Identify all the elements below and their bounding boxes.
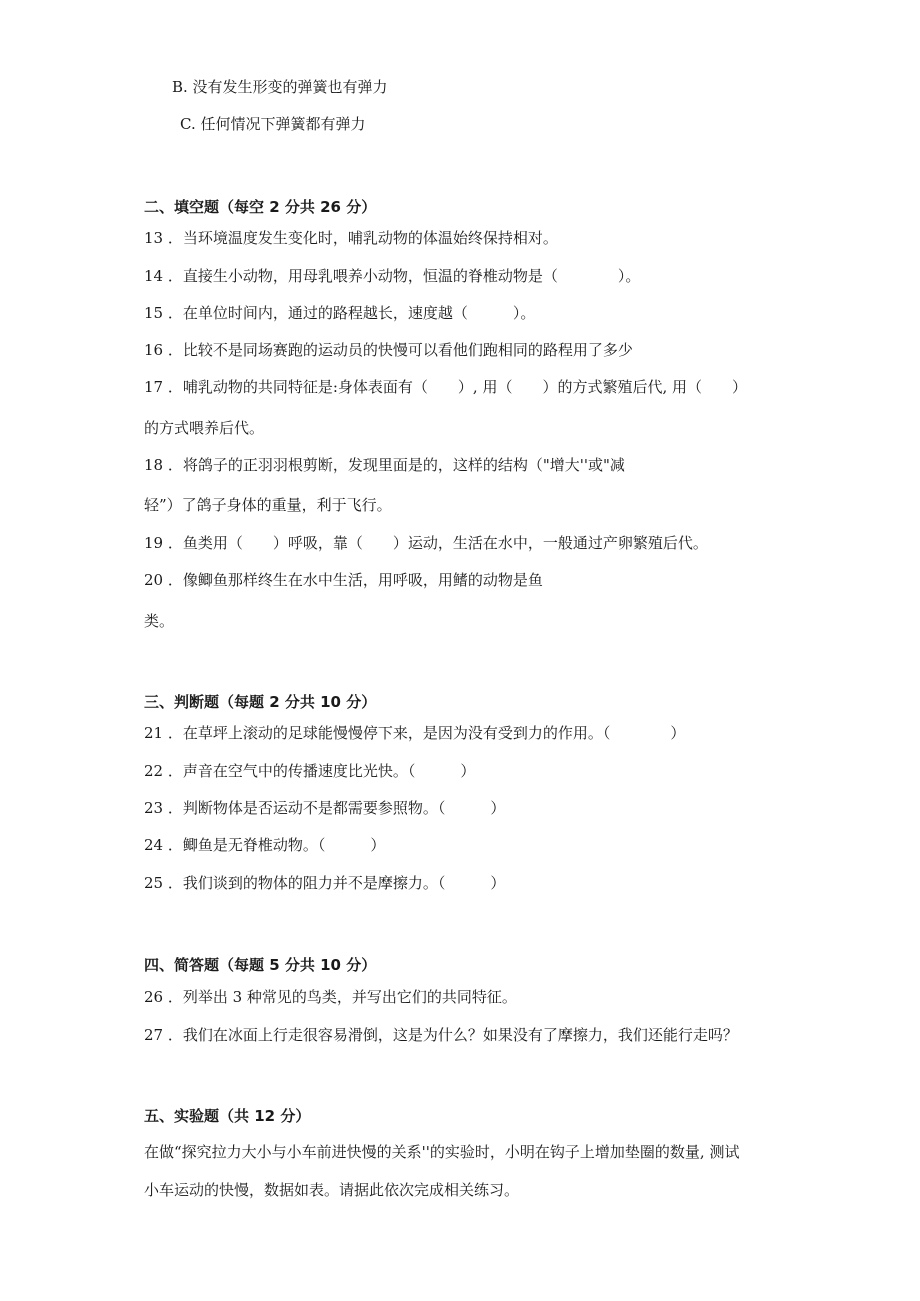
question-21: 21 ．在草坪上滚动的足球能慢慢停下来，是因为没有受到力的作用。（ ） bbox=[144, 724, 686, 742]
section-fill-in-title: 二、填空题（每空 2 分共 26 分） bbox=[144, 198, 377, 216]
question-15: 15 ．在单位时间内，通过的路程越长，速度越（ ）。 bbox=[144, 304, 536, 322]
section-experiment-title: 五、实验题（共 12 分） bbox=[144, 1107, 311, 1125]
question-27: 27 ．我们在冰面上行走很容易滑倒，这是为什么？如果没有了摩擦力，我们还能行走吗？ bbox=[144, 1026, 738, 1044]
question-17-line2: 的方式喂养后代。 bbox=[144, 419, 265, 437]
question-13: 13 ．当环境温度发生变化时，哺乳动物的体温始终保持相对。 bbox=[144, 229, 558, 247]
option-b: B. 没有发生形变的弹簧也有弹力 bbox=[172, 78, 388, 96]
question-20-line1: 20 ．像鲫鱼那样终生在水中生活，用呼吸，用鳍的动物是鱼 bbox=[144, 571, 543, 589]
section-true-false-title: 三、判断题（每题 2 分共 10 分） bbox=[144, 693, 377, 711]
question-16: 16 ．比较不是同场赛跑的运动员的快慢可以看他们跑相同的路程用了多少 bbox=[144, 341, 633, 359]
question-19: 19 ．鱼类用（ ）呼吸，靠（ ）运动，生活在水中，一般通过产卵繁殖后代。 bbox=[144, 534, 708, 552]
option-c: C. 任何情况下弹簧都有弹力 bbox=[180, 115, 366, 133]
question-24: 24 ．鲫鱼是无脊椎动物。（ ） bbox=[144, 836, 386, 854]
question-14: 14 ．直接生小动物，用母乳喂养小动物，恒温的脊椎动物是（ ）。 bbox=[144, 267, 641, 285]
question-18-line1: 18 ．将鸽子的正羽羽根剪断，发现里面是的，这样的结构（"增大''或"减 bbox=[144, 456, 625, 474]
experiment-intro-line1: 在做“探究拉力大小与小车前进快慢的关系''的实验时，小明在钩子上增加垫圈的数量, 测试 bbox=[144, 1143, 740, 1161]
question-26: 26 ．列举出 3 种常见的鸟类，并写出它们的共同特征。 bbox=[144, 988, 517, 1006]
question-23: 23 ．判断物体是否运动不是都需要参照物。（ ） bbox=[144, 799, 506, 817]
section-short-answer-title: 四、简答题（每题 5 分共 10 分） bbox=[144, 956, 377, 974]
question-25: 25 ．我们谈到的物体的阻力并不是摩擦力。（ ） bbox=[144, 874, 506, 892]
question-18-line2: 轻”）了鸽子身体的重量，利于飞行。 bbox=[144, 496, 392, 514]
question-17-line1: 17 ．哺乳动物的共同特征是:身体表面有（ ）, 用（ ）的方式繁殖后代, 用（ ） bbox=[144, 378, 747, 396]
question-22: 22 ．声音在空气中的传播速度比光快。（ ） bbox=[144, 762, 476, 780]
experiment-intro-line2: 小车运动的快慢，数据如表。请据此依次完成相关练习。 bbox=[144, 1181, 520, 1199]
question-20-line2: 类。 bbox=[144, 612, 175, 630]
